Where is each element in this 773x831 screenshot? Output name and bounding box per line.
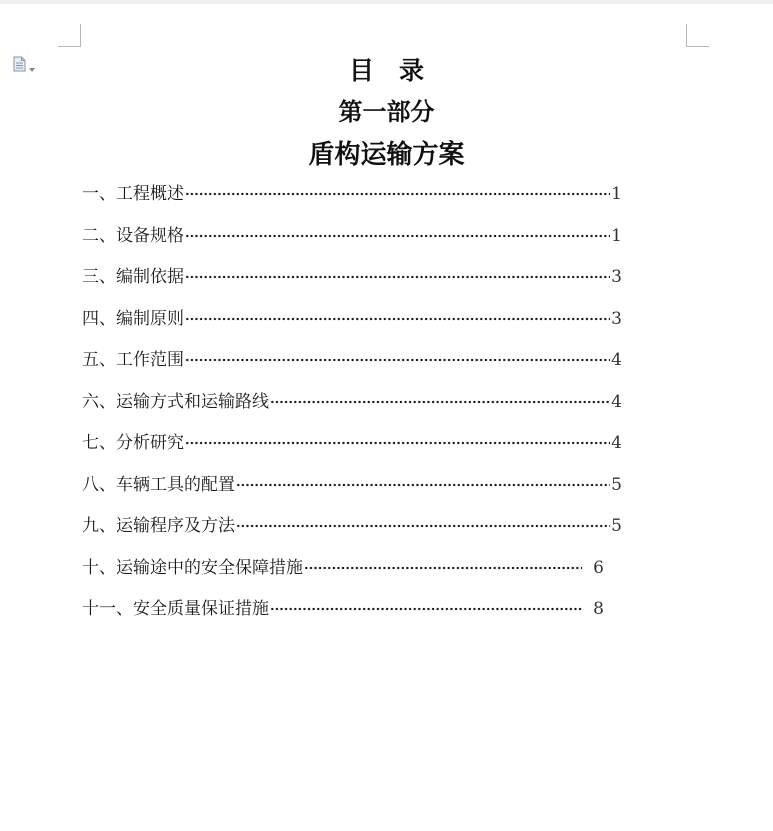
toc-dot-leader xyxy=(270,387,610,407)
toc-dot-leader xyxy=(185,262,610,282)
toc-page-number: 3 xyxy=(611,267,622,287)
toc-page-number: 5 xyxy=(611,516,622,536)
toc-dot-leader xyxy=(185,428,610,448)
toc-dot-leader xyxy=(236,470,610,490)
toc-page-number: 1 xyxy=(611,225,622,246)
toc-dot-leader xyxy=(270,594,582,614)
toc-dot-leader xyxy=(185,304,610,324)
toc-entry-label: 四、编制原则 xyxy=(82,308,184,329)
toc-dot-leader xyxy=(185,179,610,199)
page-corner-mark-top-left xyxy=(58,24,81,47)
toc-entry[interactable] xyxy=(82,428,622,470)
toc-page-number: 6 xyxy=(593,557,604,578)
toc-page-number: 4 xyxy=(611,350,622,370)
toc-entry-label: 三、编制依据 xyxy=(82,267,184,287)
window-top-strip xyxy=(0,0,773,4)
toc-dot-leader xyxy=(236,511,610,531)
toc-dot-leader xyxy=(185,345,610,365)
toc-heading: 目 录 xyxy=(348,56,424,85)
document-title: 盾构运输方案 xyxy=(308,140,465,170)
toc-page-number: 8 xyxy=(593,599,604,619)
toc-entry[interactable] xyxy=(82,553,604,595)
toc-entry-label: 七、分析研究 xyxy=(82,433,184,453)
toc-page-number: 4 xyxy=(611,433,622,453)
toc-entry-label: 五、工作范围 xyxy=(82,350,184,370)
toc-page-number: 4 xyxy=(611,391,622,412)
toc-entry-label: 六、运输方式和运输路线 xyxy=(82,391,269,412)
toc-entry[interactable] xyxy=(82,304,622,346)
toc-entry-label: 九、运输程序及方法 xyxy=(82,516,235,536)
toc-entry[interactable] xyxy=(82,262,622,304)
toc-entry[interactable] xyxy=(82,179,622,221)
toc-dot-leader xyxy=(185,221,610,241)
toc-entry[interactable] xyxy=(82,511,622,553)
toc-entry-label: 十一、安全质量保证措施 xyxy=(82,599,269,619)
toc-page-number: 5 xyxy=(611,474,622,495)
part-heading: 第一部分 xyxy=(338,97,435,126)
toc-entry-label: 二、设备规格 xyxy=(82,225,184,246)
table-of-contents xyxy=(82,179,622,636)
toc-entry-label: 十、运输途中的安全保障措施 xyxy=(82,557,303,578)
toc-entry[interactable] xyxy=(82,470,622,512)
toc-dot-leader xyxy=(304,553,582,573)
toc-page-number: 1 xyxy=(611,184,622,204)
toc-entry-label: 八、车辆工具的配置 xyxy=(82,474,235,495)
page-corner-mark-top-right xyxy=(686,24,709,47)
toc-entry[interactable] xyxy=(82,221,622,263)
toc-entry[interactable] xyxy=(82,345,622,387)
toc-entry[interactable] xyxy=(82,387,622,429)
toc-entry[interactable] xyxy=(82,594,604,636)
toc-page-number: 3 xyxy=(611,308,622,329)
toc-entry-label: 一、工程概述 xyxy=(82,184,184,204)
